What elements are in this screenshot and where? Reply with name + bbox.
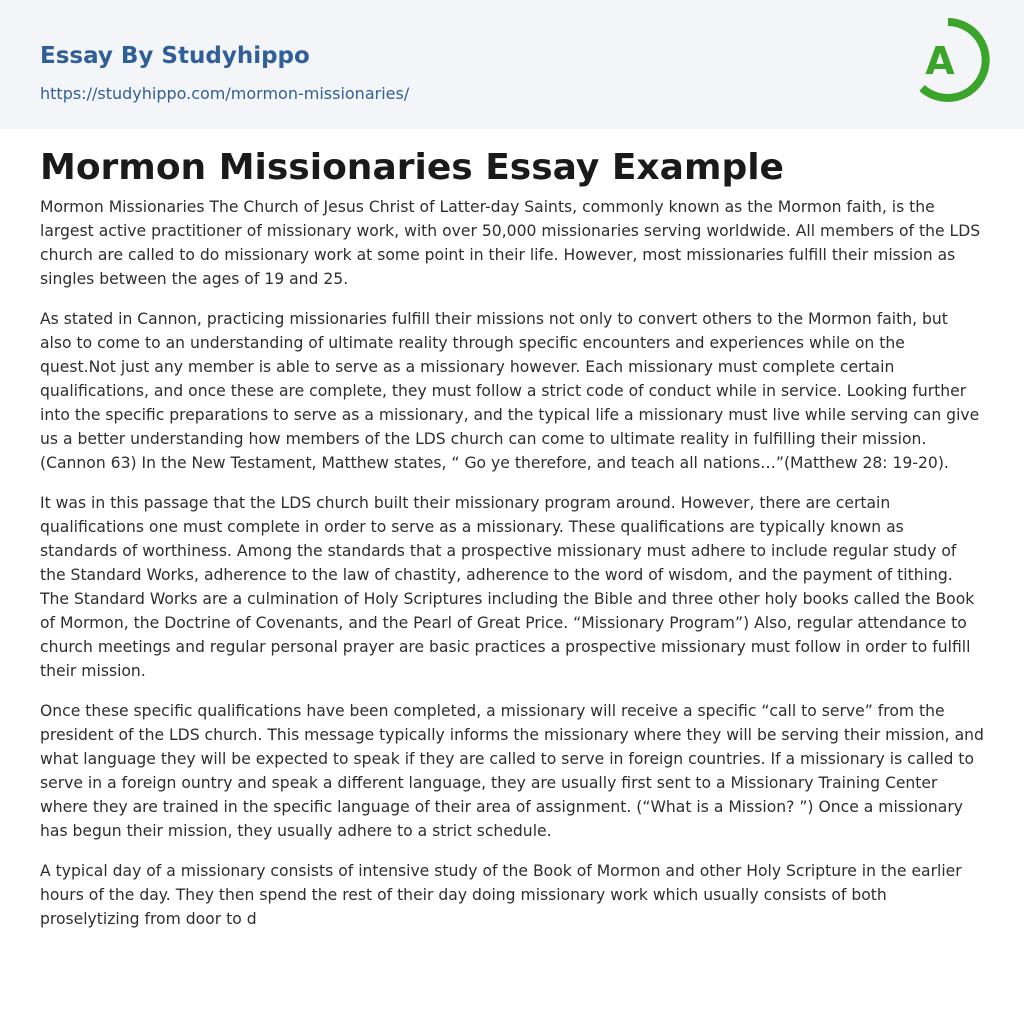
- essay-paragraph: It was in this passage that the LDS church built their missionary program around. However, there are certain qualifications one must complete in order to serve as a missionary. These qualifications are typically known as standards of worthiness. Among the standards that a prospective missionary must adhere to include regular study of the Standard Works, adherence to the law of chastity, adherence to the word of wisdom, and the payment of tithing. The Standard Works are a culmination of Holy Scriptures including the Bible and three other holy books called the Book of Mormon, the Doctrine of Covenants, and the Pearl of Great Price. “Missionary Program”) Also, regular attendance to church meetings and regular personal prayer are basic practices a prospective missionary must follow in order to fulfill their mission.: [40, 494, 975, 680]
- article: [0, 147, 1024, 931]
- page-title: Mormon Missionaries Essay Example: [40, 147, 784, 188]
- site-header: [0, 0, 1024, 129]
- site-title[interactable]: Essay By Studyhippo: [40, 43, 310, 69]
- essay-paragraph: As stated in Cannon, practicing missionaries fulfill their missions not only to convert others to the Mormon faith, but also to come to an understanding of ultimate reality through specific encounters and experiences while on the quest.Not just any member is able to serve as a missionary however. Each missionary must complete certain qualifications, and once these are complete, they must follow a strict code of conduct while in service. Looking further into the specific preparations to serve as a missionary, and the typical life a missionary must live while serving can give us a better understanding how members of the LDS church can come to ultimate reality in fulfilling their mission. (Cannon 63) In the New Testament, Matthew states, “ Go ye therefore, and teach all nations…”(Matthew 28: 19-20).: [40, 310, 980, 472]
- page-url-link[interactable]: https://studyhippo.com/mormon-missionaries/: [40, 84, 410, 103]
- logo-letter: A: [925, 39, 955, 83]
- essay-paragraph: A typical day of a missionary consists of intensive study of the Book of Mormon and other Holy Scripture in the earlier hours of the day. They then spend the rest of their day doing missionary work which usually consists of both proselytizing from door to d: [40, 862, 962, 928]
- studyhippo-logo-icon[interactable]: [908, 16, 990, 108]
- essay-paragraph: Once these specific qualifications have been completed, a missionary will receive a specific “call to serve” from the president of the LDS church. This message typically informs the missionary where they will be serving their mission, and what language they will be expected to speak if they are called to serve in foreign countries. If a missionary is called to serve in a foreign ountry and speak a different language, they are usually first sent to a Missionary Training Center where they are trained in the specific language of their area of assignment. (“What is a Mission? ”) Once a missionary has begun their mission, they usually adhere to a strict schedule.: [40, 702, 984, 840]
- essay-paragraph: Mormon Missionaries The Church of Jesus Christ of Latter-day Saints, commonly known as the Mormon faith, is the largest active practitioner of missionary work, with over 50,000 missionaries serving worldwide. All members of the LDS church are called to do missionary work at some point in their life. However, most missionaries fulfill their mission as singles between the ages of 19 and 25.: [40, 198, 981, 288]
